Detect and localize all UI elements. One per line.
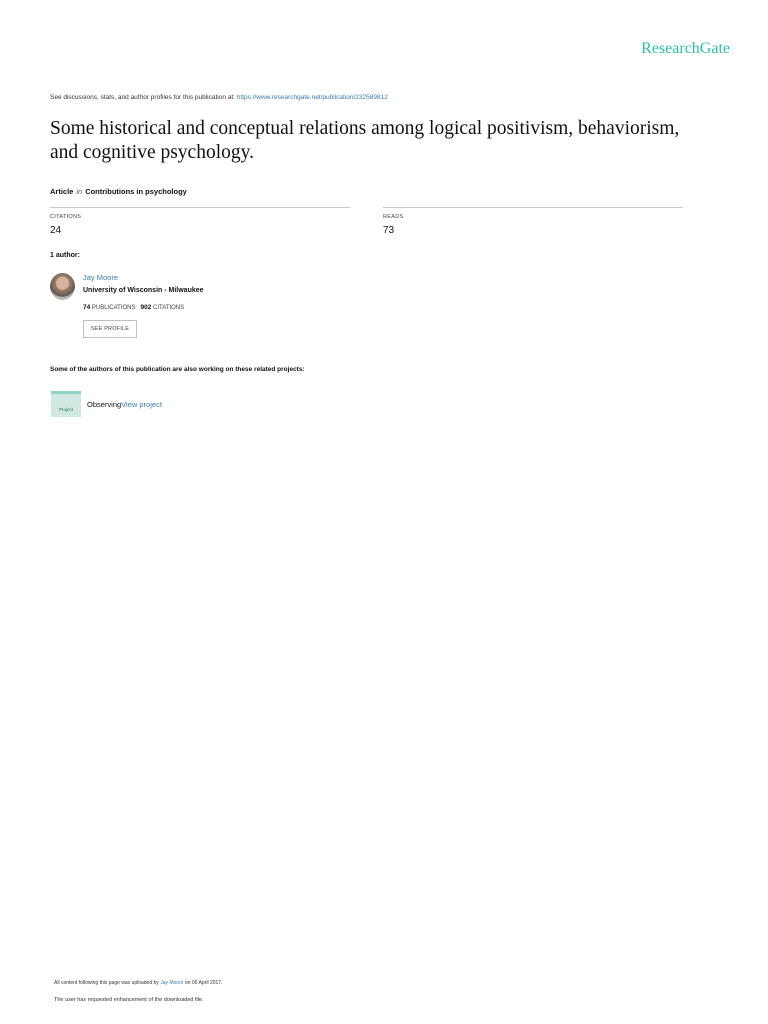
citations-label: CITATIONS	[50, 214, 82, 220]
article-in: in	[76, 187, 83, 196]
divider-citations	[50, 207, 350, 208]
project-name: Observing	[87, 400, 122, 409]
enhancement-note: The user has requested enhancement of the downloaded file.	[54, 997, 204, 1003]
project-item	[87, 400, 162, 409]
upload-prefix: All content following this page was uploaded by	[54, 980, 161, 986]
author-name-link[interactable]: Jay Moore	[83, 273, 119, 282]
reads-label: READS	[383, 214, 404, 220]
discussion-line	[50, 94, 388, 101]
publication-link[interactable]: https://www.researchgate.net/publication/232589812	[236, 94, 388, 101]
author-publications-count: 74	[83, 304, 91, 311]
author-stats	[83, 304, 184, 311]
author-publications-label: PUBLICATIONS	[91, 305, 136, 311]
article-info	[50, 187, 187, 196]
project-badge: Project	[58, 407, 73, 412]
citations-value: 24	[50, 225, 62, 236]
upload-suffix: on 06 April 2017.	[183, 980, 223, 986]
related-projects-heading: Some of the authors of this publication are also working on these related projects:	[50, 366, 305, 373]
project-folder-icon	[51, 391, 81, 417]
upload-note	[54, 980, 222, 986]
author-avatar[interactable]	[50, 273, 75, 300]
reads-value: 73	[383, 225, 395, 236]
discussion-text: See discussions, stats, and author profiles for this publication at:	[50, 94, 237, 101]
author-affiliation: University of Wisconsin - Milwaukee	[83, 287, 204, 294]
divider-reads	[383, 207, 683, 208]
article-type: Article	[50, 187, 74, 196]
publication-title: Some historical and conceptual relations among logical positivism, behaviorism, and cognitive psychology.	[50, 118, 680, 163]
see-profile-button[interactable]: SEE PROFILE	[83, 320, 137, 338]
journal-name: Contributions in psychology	[85, 187, 187, 196]
authors-heading: 1 author:	[50, 252, 80, 259]
researchgate-logo[interactable]: ResearchGate	[641, 40, 730, 57]
author-citations-count: 902	[140, 304, 152, 311]
view-project-link[interactable]: View project	[121, 400, 162, 409]
author-citations-label: CITATIONS	[153, 305, 185, 311]
uploader-link[interactable]: Jay Moore	[160, 980, 184, 986]
